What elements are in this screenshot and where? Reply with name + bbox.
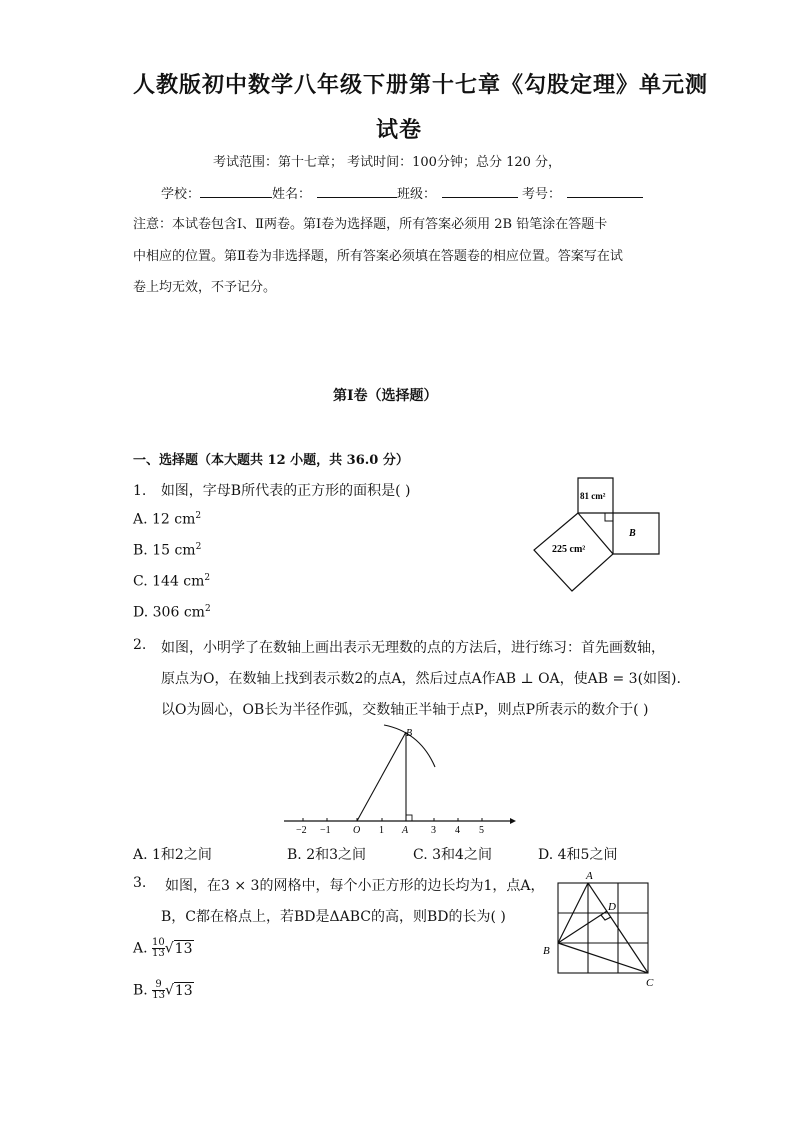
option-text: 2和3之间	[306, 847, 367, 863]
option-letter: A.	[133, 940, 148, 957]
q3-grid-figure	[538, 866, 663, 992]
option-value: 12 cm	[152, 511, 196, 528]
tick-label: 4	[455, 825, 460, 836]
q1-option-a[interactable]	[133, 511, 201, 528]
question-text: 如图，字母B所代表的正方形的面积是( )	[160, 483, 411, 499]
notice-line-3: 卷上均无效，不予记分。	[133, 280, 277, 295]
label-c: C	[646, 977, 654, 989]
square-b	[613, 513, 659, 554]
q2-number-line-figure	[282, 722, 518, 836]
grid	[558, 883, 648, 973]
question-2-line-3: 以O为圆心，OB长为半径作弧，交数轴正半轴于点P，则点P所表示的数介于( )	[161, 702, 649, 718]
label-d: D	[608, 901, 616, 913]
notice-line-2: 中相应的位置。第Ⅱ卷为非选择题，所有答案必须填在答题卷的相应位置。答案写在试	[133, 249, 623, 264]
notice-line-1: 注意：本试卷包含Ⅰ、Ⅱ两卷。第Ⅰ卷为选择题，所有答案必须用 2B 铅笔涂在答题卡	[133, 217, 608, 232]
title-line-2: 试卷	[376, 117, 423, 143]
option-letter: D.	[133, 604, 149, 621]
label-a: A	[586, 870, 593, 882]
name-blank[interactable]	[317, 184, 397, 198]
option-text: 4和5之间	[557, 847, 618, 863]
option-letter: D.	[538, 847, 554, 863]
option-letter: A.	[133, 847, 148, 863]
question-2-number: 2.	[133, 637, 147, 653]
option-letter: C.	[133, 573, 148, 590]
q2-option-c[interactable]	[413, 844, 492, 864]
option-letter: C.	[413, 847, 428, 863]
info-fields-row	[161, 183, 643, 202]
option-letter: B.	[133, 982, 148, 999]
tick-label: A	[402, 825, 409, 836]
school-label: 学校：	[161, 187, 201, 202]
radicand: 13	[174, 940, 193, 957]
question-1-stem	[133, 480, 410, 500]
label-b: B	[543, 945, 550, 957]
q1-option-d[interactable]	[133, 604, 211, 621]
class-label: 班级：	[397, 187, 437, 202]
option-exp: 2	[195, 542, 202, 552]
name-label: 姓名：	[272, 187, 312, 202]
exam-info: 考试范围：第十七章； 考试时间：100分钟；总分 120 分，	[213, 155, 562, 170]
tick-label: 3	[431, 825, 436, 836]
fraction-denominator: 13	[152, 948, 165, 959]
tick-label: 1	[379, 825, 384, 836]
segment-bc	[558, 943, 648, 973]
q2-option-d[interactable]	[538, 844, 617, 864]
number-label: 考号：	[522, 187, 562, 202]
section-title: 第Ⅰ卷（选择题）	[333, 388, 438, 404]
question-2-line-2: 原点为O，在数轴上找到表示数2的点A，然后过点A作AB ⊥ OA，使AB = 3(如图).	[161, 671, 681, 687]
fraction	[152, 938, 165, 959]
right-angle-mark	[605, 513, 613, 521]
label-225: 225 cm²	[552, 544, 586, 555]
radicand: 13	[174, 982, 193, 999]
q1-squares-figure	[525, 470, 665, 600]
option-text: 3和4之间	[432, 847, 492, 863]
number-blank[interactable]	[567, 184, 643, 198]
label-b: B	[406, 728, 413, 739]
tick-label: 5	[479, 825, 484, 836]
question-3-number: 3.	[133, 875, 147, 891]
q2-option-b[interactable]	[287, 844, 366, 864]
option-value: 15 cm	[152, 542, 196, 559]
question-3-line-2: B，C都在格点上，若BD是ΔABC的高，则BD的长为( )	[161, 909, 506, 925]
question-3-line-1: 如图，在3 × 3的网格中，每个小正方形的边长均为1，点A，	[165, 878, 545, 894]
fraction	[152, 980, 165, 1001]
option-letter: B.	[133, 542, 148, 559]
question-2-line-1: 如图，小明学了在数轴上画出表示无理数的点的方法后，进行练习：首先画数轴，	[161, 640, 665, 656]
q1-option-b[interactable]	[133, 542, 201, 559]
title-line-1: 人教版初中数学八年级下册第十七章《勾股定理》单元测	[133, 72, 709, 98]
grid-border	[558, 883, 648, 973]
option-exp: 2	[195, 511, 202, 521]
label-81: 81 cm²	[580, 491, 606, 501]
option-letter: A.	[133, 511, 148, 528]
q3-option-a[interactable]: A. $\frac{10}{13}$ √13	[133, 937, 193, 959]
question-number: 1.	[133, 483, 147, 499]
tick-label: O	[353, 825, 361, 836]
option-exp: 2	[204, 604, 211, 614]
option-value: 306 cm	[152, 604, 205, 621]
option-exp: 2	[204, 573, 211, 583]
fraction-numerator: 10	[152, 937, 165, 948]
segment-ob	[357, 732, 406, 821]
class-blank[interactable]	[442, 184, 518, 198]
option-letter: B.	[287, 847, 302, 863]
label-b: B	[629, 528, 636, 539]
tick-label: −2	[296, 825, 307, 836]
tick-label: −1	[320, 825, 331, 836]
axis-arrow	[510, 818, 516, 824]
q3-option-b[interactable]: B. $\frac{9}{13}$ √13	[133, 979, 193, 1001]
part-heading: 一、选择题（本大题共 12 小题，共 36.0 分）	[133, 453, 409, 468]
q2-option-a[interactable]	[133, 844, 212, 864]
fraction-denominator: 13	[152, 990, 165, 1001]
school-blank[interactable]	[200, 184, 272, 198]
q1-option-c[interactable]	[133, 573, 210, 590]
option-text: 1和2之间	[152, 847, 212, 863]
option-value: 144 cm	[152, 573, 205, 590]
fraction-numerator: 9	[152, 980, 165, 991]
right-angle-mark	[406, 815, 412, 821]
